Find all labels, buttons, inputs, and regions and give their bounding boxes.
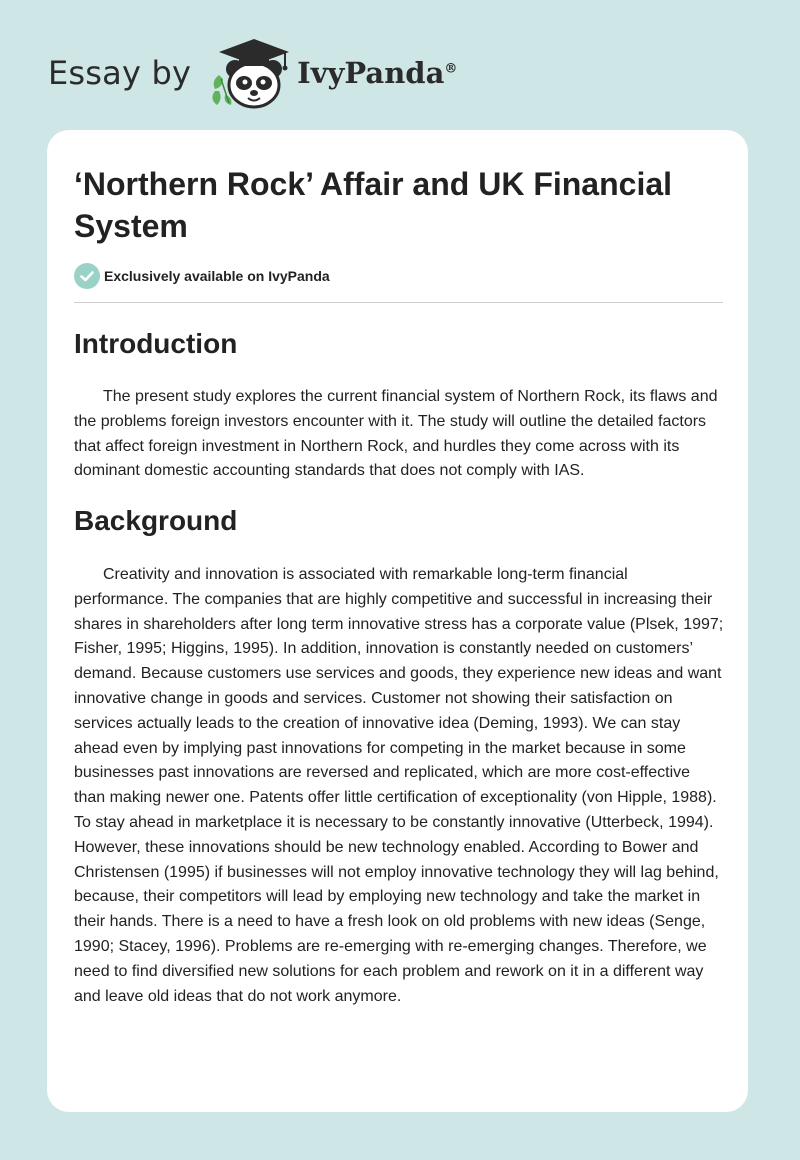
section-body-background: Creativity and innovation is associated with remarkable long-term financial performance. The companies that are highly competitive and successful in increasing their shares in shareholders after long term innovative stress has a corporate value (Plsek, 1997; Fisher, 1995; Higgins, 1995). In addition, innovation is constantly needed on customers’ demand. Because customers use services and goods, they experience new ideas and want innovative change in goods and services. Customer not showing their satisfaction on services actually leads to the creation of innovative idea (Deming, 1993). We can stay ahead even by implying past innovations for competing in the market because in some businesses past innovations are reversed and replicated, which are more cost-effective than making newer one. Patents offer little certification of exceptionality (von Hipple, 1988). To stay ahead in marketplace it is necessary to be constantly innovative (Utterbeck, 1994). However, these innovations should be new technology enabled. According to Bower and Christensen (1995) if businesses will not employ innovative technology they will lag behind, because, their competitors will lead by employing new technology and take the market in their hands. There is a need to have a fresh look on old problems with new ideas (Senge, 1990; Stacey, 1996). Problems are re-emerging with re-emerging changes. Therefore, we need to find diversified new solutions for each problem and rework on it in a different way and leave old ideas that do not work anymore. [74,566,724,1005]
brand-name [297,56,457,90]
essay-card [47,130,748,1112]
brand-name-text: IvyPanda [297,56,445,90]
check-circle-icon [74,263,100,289]
badge-text: Exclusively available on IvyPanda [104,268,330,284]
section-heading-background: Background [74,505,238,536]
section-heading-introduction: Introduction [74,328,238,359]
brand-header[interactable] [48,34,457,112]
section-body-introduction: The present study explores the current financial system of Northern Rock, its flaws and the problems foreign investors encounter with it. The study will outline the detailed factors that affect foreign investment in Northern Rock, and hurdles they come across with its dominant domestic accounting standards that does not comply with IAS. [74,388,718,480]
brand-prefix: Essay by [48,54,192,92]
essay-title: ‘Northern Rock’ Affair and UK Financial System [74,166,673,244]
panda-graduation-cap-logo-icon [205,35,293,111]
exclusive-badge [74,263,330,289]
registered-mark: ® [444,61,458,77]
divider [74,302,723,303]
